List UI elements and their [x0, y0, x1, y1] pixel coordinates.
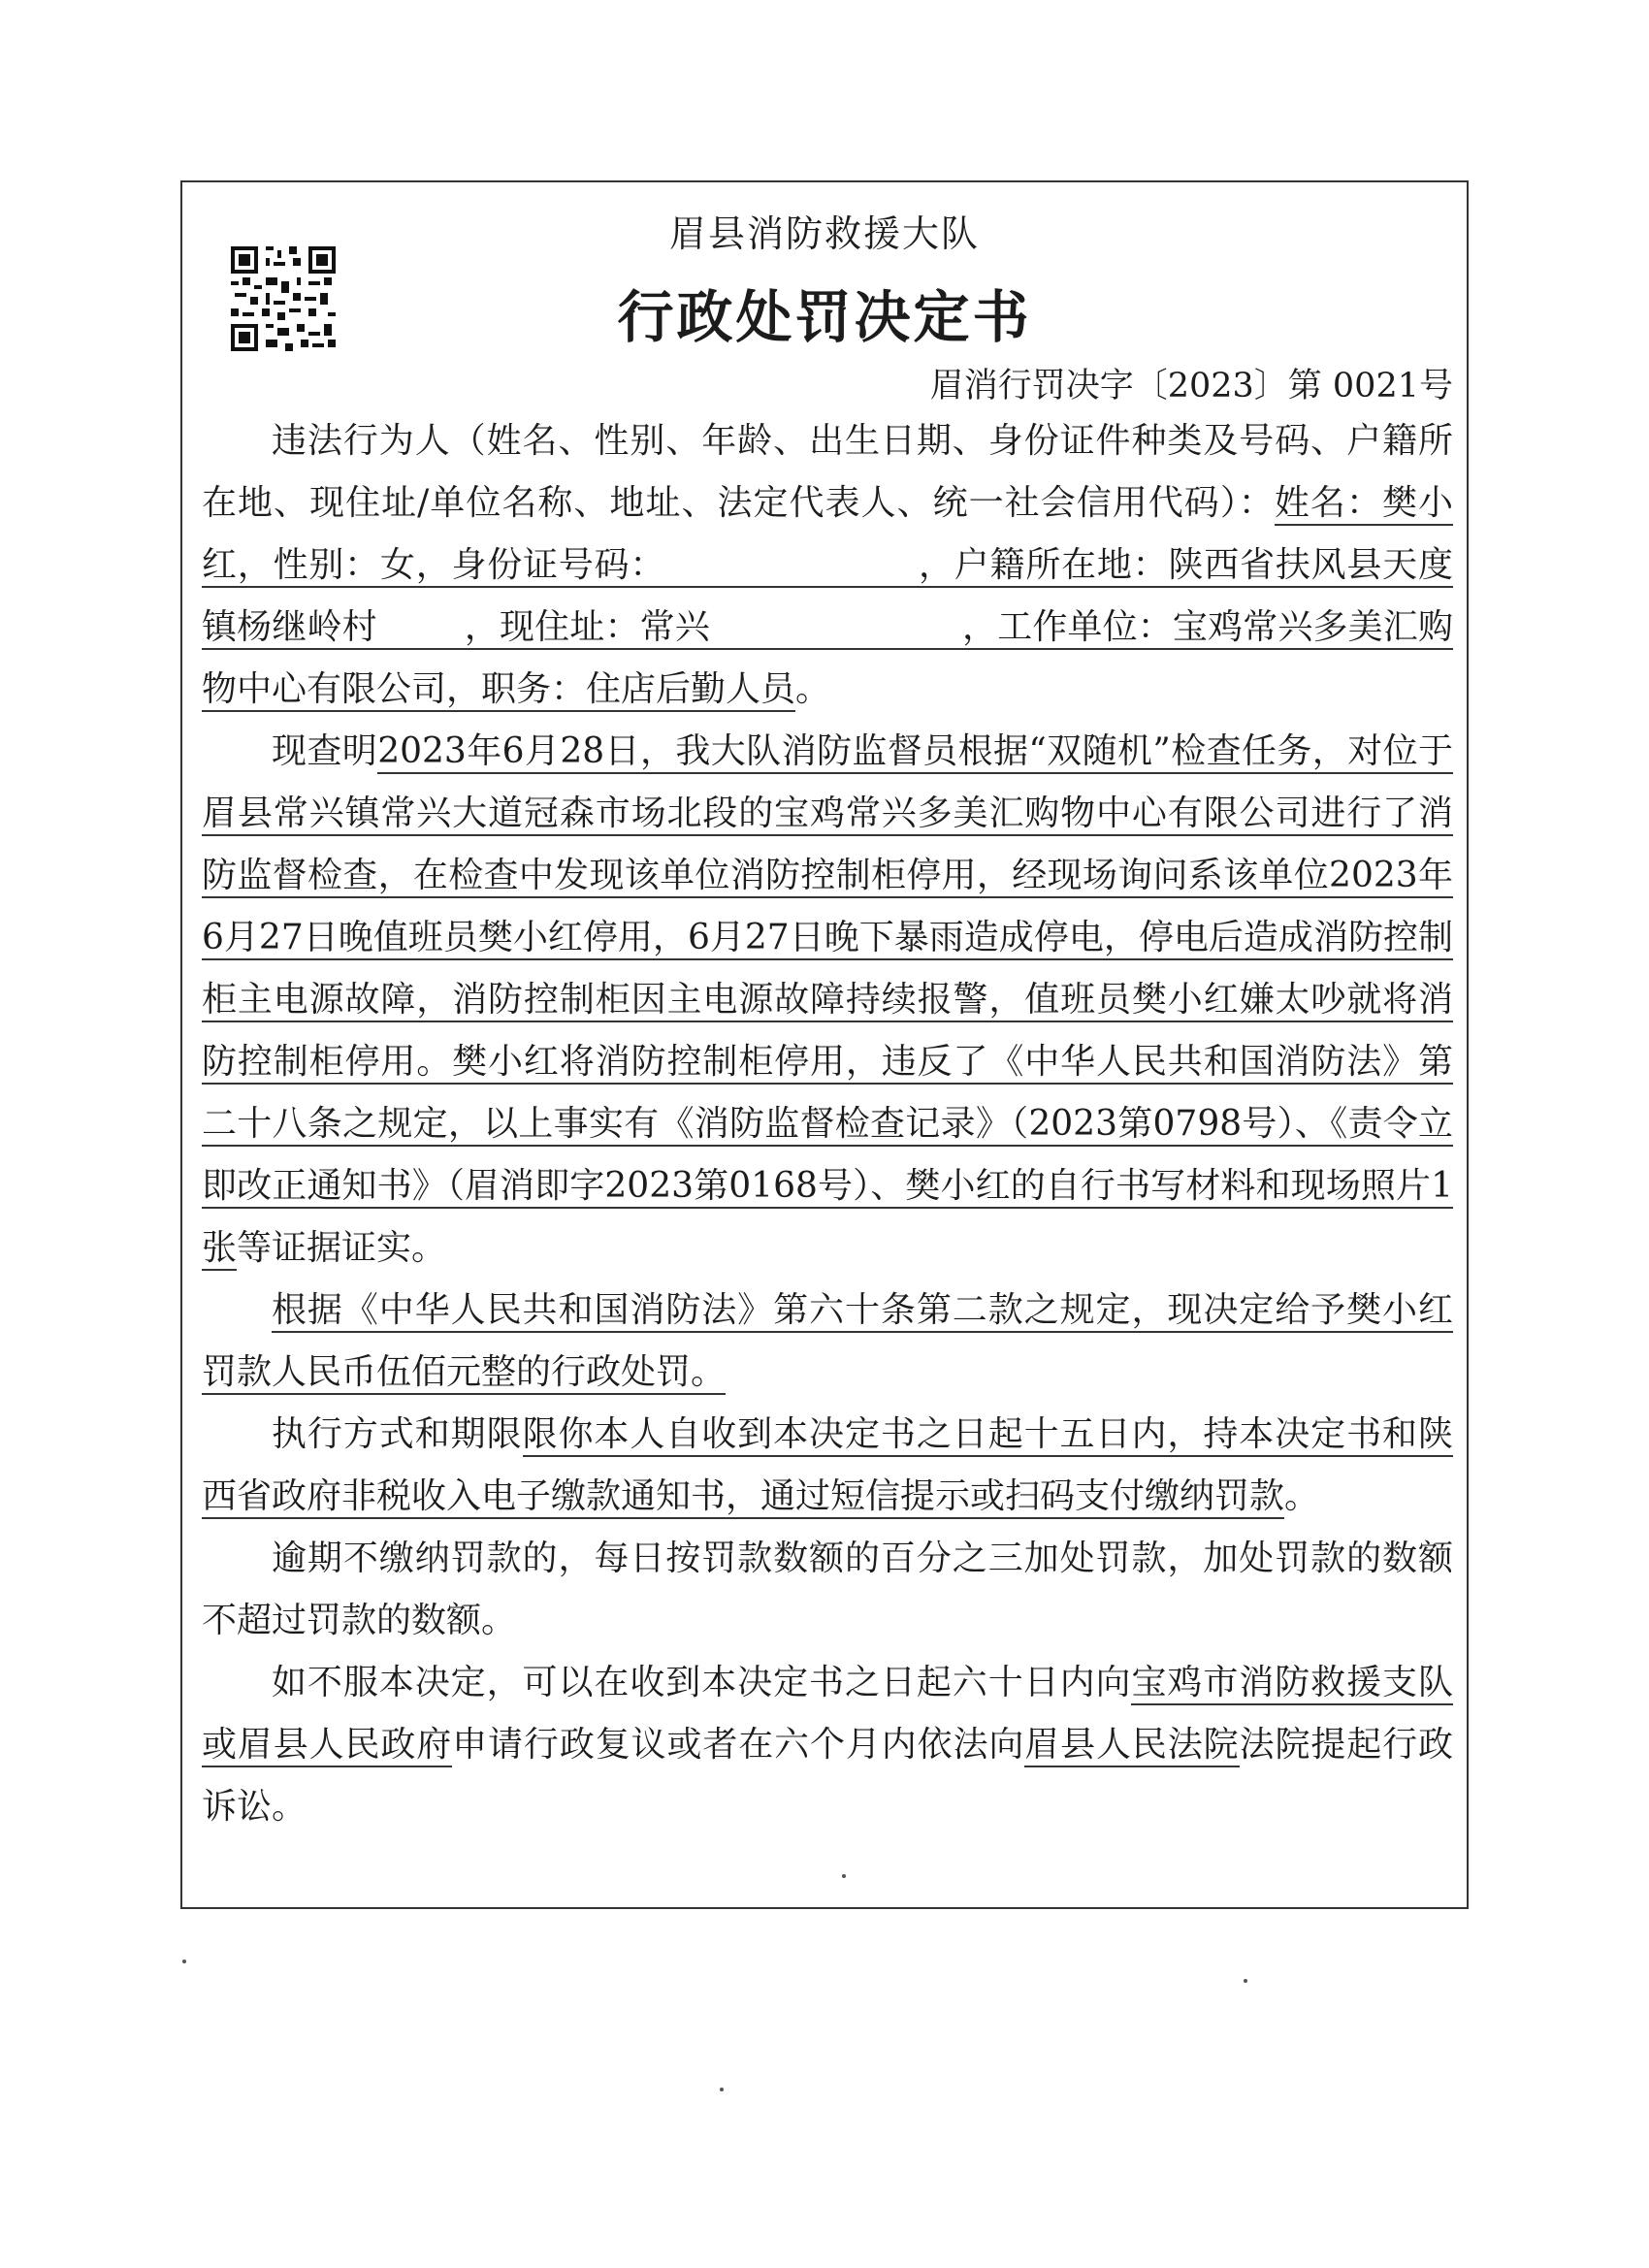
document-frame [180, 180, 1469, 1909]
scan-speck [720, 2088, 724, 2091]
address-label: ，现住址：常兴 [464, 607, 710, 647]
decision-paragraph [202, 1280, 1453, 1404]
scan-speck [1244, 1979, 1247, 1983]
execution-text: 限你本人自收到本决定书之日起十五日内，持本决定书和陕西省政府非税收入电子缴款通知书，通过短信提示或扫码支付缴纳罚款 [202, 1414, 1453, 1519]
employer-info: ，工作单位：宝鸡常兴多美汇购物中心有限公司，职务：住店后勤人员 [202, 607, 1453, 709]
facts-paragraph: 现查明2023年6月28日，我大队消防监督员根据“双随机”检查任务，对位于眉县常兴镇常兴大道冠森市场北段的宝鸡常兴多美汇购物中心有限公司进行了消防监督检查，在检查中发现该单位消防控制柜停用，经现场询问系该单位2023年6月27日晚值班员樊小红停用，6月27日晚下暴雨造成停电，停电后造成消防控制柜主电源故障，消防控制柜因主电源故障持续报警，值班员樊小红嫌太吵就将消防控制柜停用。樊小红将消防控制柜停用，违反了《中华人民共和国消防法》第二十八条之规定，以上事实有《消防监督检查记录》（2023第0798号）、《责令立即改正通知书》（眉消即字2023第0168号）、樊小红的自行书写材料和现场照片1张等证据证实。 [202, 721, 1453, 1280]
party-paragraph: 违法行为人（姓名、性别、年龄、出生日期、身份证件种类及号码、户籍所在地、现住址/单位名称、地址、法定代表人、统一社会信用代码）：姓名：樊小红，性别：女，身份证号码： ，户籍所在地：陕西省扶风县天度镇杨继岭村 ，现住址：常兴 ，工作单位：宝鸡常兴多美汇购物中心有限公司，职务：住店后勤人员。 [202, 410, 1453, 721]
scan-speck [182, 1960, 186, 1963]
court-name: 眉县人民法院 [1024, 1725, 1239, 1767]
household-value: 陕西省扶风县天度镇杨继岭村 [202, 545, 1453, 647]
appeal-paragraph: 如不服本决定，可以在收到本决定书之日起六十日内向宝鸡市消防救援支队或眉县人民政府申请行政复议或者在六个月内依法向眉县人民法院法院提起行政诉讼。 [202, 1663, 1453, 1827]
organization-name: 眉县消防救援大队 [668, 212, 980, 255]
facts-text: 2023年6月28日，我大队消防监督员根据“双随机”检查任务，对位于眉县常兴镇常兴大道冠森市场北段的宝鸡常兴多美汇购物中心有限公司进行了消防监督检查，在检查中发现该单位消防控制柜停用，经现场询问系该单位2023年6月27日晚值班员樊小红停用，6月27日晚下暴雨造成停电，停电后造成消防控制柜主电源故障，消防控制柜因主电源故障持续报警，值班员樊小红嫌太吵就将消防控制柜停用。樊小红将消防控制柜停用，违反了《中华人民共和国消防法》第二十八条之规定，以上事实有《消防监督检查记录》（2023第0798号）、《责令立即改正通知书》（眉消即字2023第0168号）、樊小红的自行书写材料和现场照片1张 [202, 731, 1453, 1271]
party-name-id: 姓名：樊小红，性别：女，身份证号码： [202, 483, 1453, 585]
execution-paragraph: 执行方式和期限限你本人自收到本决定书之日起十五日内，持本决定书和陕西省政府非税收入电子缴款通知书，通过短信提示或扫码支付缴纳罚款。 [202, 1404, 1453, 1528]
page-title: 行政处罚决定书 [617, 284, 1032, 350]
review-body: 宝鸡市消防救援支队或眉县人民政府 [202, 1663, 1453, 1767]
document-number: 眉消行罚决字〔2023〕第 0021号 [929, 367, 1453, 405]
household-label: 户籍所在地： [954, 545, 1169, 585]
document-body [202, 410, 1453, 1838]
overdue-paragraph: 逾期不缴纳罚款的，每日按罚款数额的百分之三加处罚款，加处罚款的数额不超过罚款的数额。 [202, 1539, 1453, 1640]
decision-text: 根据《中华人民共和国消防法》第六十条第二款之规定，现决定给予樊小红罚款人民币伍佰元整的行政处罚。 [202, 1290, 1453, 1395]
scan-speck [842, 1874, 846, 1878]
